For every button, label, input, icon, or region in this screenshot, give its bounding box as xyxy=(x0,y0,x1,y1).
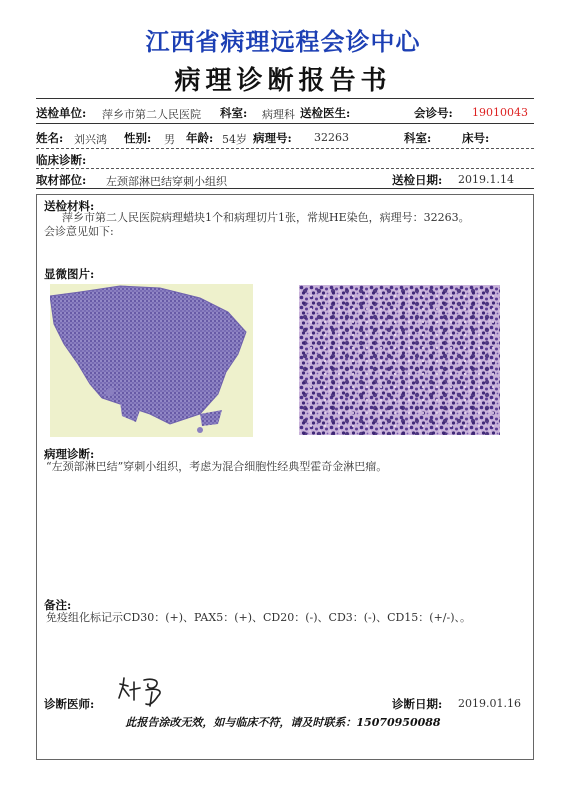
site-label: 取材部位: xyxy=(36,173,87,187)
patient-rule xyxy=(36,148,534,149)
clinical-rule xyxy=(36,168,534,169)
path-no-label: 病理号: xyxy=(253,131,292,145)
sex-label: 性别: xyxy=(124,131,152,145)
footer-disclaimer: 此报告涂改无效，如与临床不符，请及时联系：15070950088 xyxy=(125,716,441,729)
consult-no-label: 会诊号: xyxy=(414,106,453,120)
sender-unit-value: 萍乡市第二人民医院 xyxy=(102,108,201,121)
dept-label: 科室: xyxy=(220,106,248,120)
path-no-value: 32263 xyxy=(314,131,349,144)
high-power-tissue-image xyxy=(299,285,500,435)
site-value: 左颈部淋巴结穿刺小组织 xyxy=(106,175,227,188)
sender-unit-label: 送检单位: xyxy=(36,106,87,120)
center-name: 江西省病理远程会诊中心 xyxy=(145,27,421,56)
age-value: 54岁 xyxy=(222,133,247,146)
name-value: 刘兴鸿 xyxy=(74,133,107,146)
name-label: 姓名: xyxy=(36,131,64,145)
material-label: 送检材料: xyxy=(44,199,95,213)
clinical-dx-label: 临床诊断: xyxy=(36,153,87,167)
consult-no-value: 19010043 xyxy=(472,106,528,119)
doctor-signature xyxy=(116,674,170,708)
dept-value: 病理科 xyxy=(262,108,295,121)
notes-text: 免疫组化标记示CD30：(+)、PAX5：(+)、CD20：(-)、CD3：(-)、CD15：(+/-)、。 xyxy=(46,611,472,624)
send-date-label: 送检日期: xyxy=(392,173,443,187)
material-line2: 会诊意见如下: xyxy=(44,225,114,238)
top-rule xyxy=(36,98,534,99)
sex-value: 男 xyxy=(164,133,175,146)
diagnosis-date-value: 2019.01.16 xyxy=(458,697,521,710)
notes-label: 备注: xyxy=(44,598,72,612)
images-label: 显微图片: xyxy=(44,267,95,281)
diagnosing-doctor-label: 诊断医师: xyxy=(44,697,95,711)
send-date-value: 2019.1.14 xyxy=(458,173,514,186)
diagnosis-text: “左颈部淋巴结”穿刺小组织，考虑为混合细胞性经典型霍奇金淋巴瘤。 xyxy=(46,460,388,473)
low-power-tissue-image xyxy=(50,284,253,437)
doctor-label: 送检医生: xyxy=(300,106,351,120)
material-line1: 萍乡市第二人民医院病理蜡块1个和病理切片1张，常规HE染色，病理号：32263。 xyxy=(62,211,470,224)
site-rule xyxy=(36,188,534,189)
bed-label: 床号: xyxy=(462,131,490,145)
patient-dept-label: 科室: xyxy=(404,131,432,145)
micrograph-low-power xyxy=(50,284,253,437)
row1-rule xyxy=(36,123,534,124)
age-label: 年龄: xyxy=(186,131,214,145)
micrograph-high-power xyxy=(299,285,500,435)
diagnosis-date-label: 诊断日期: xyxy=(392,697,443,711)
diagnosis-label: 病理诊断: xyxy=(44,447,95,461)
report-title: 病理诊断报告书 xyxy=(174,66,392,96)
report-body-frame xyxy=(36,194,534,760)
